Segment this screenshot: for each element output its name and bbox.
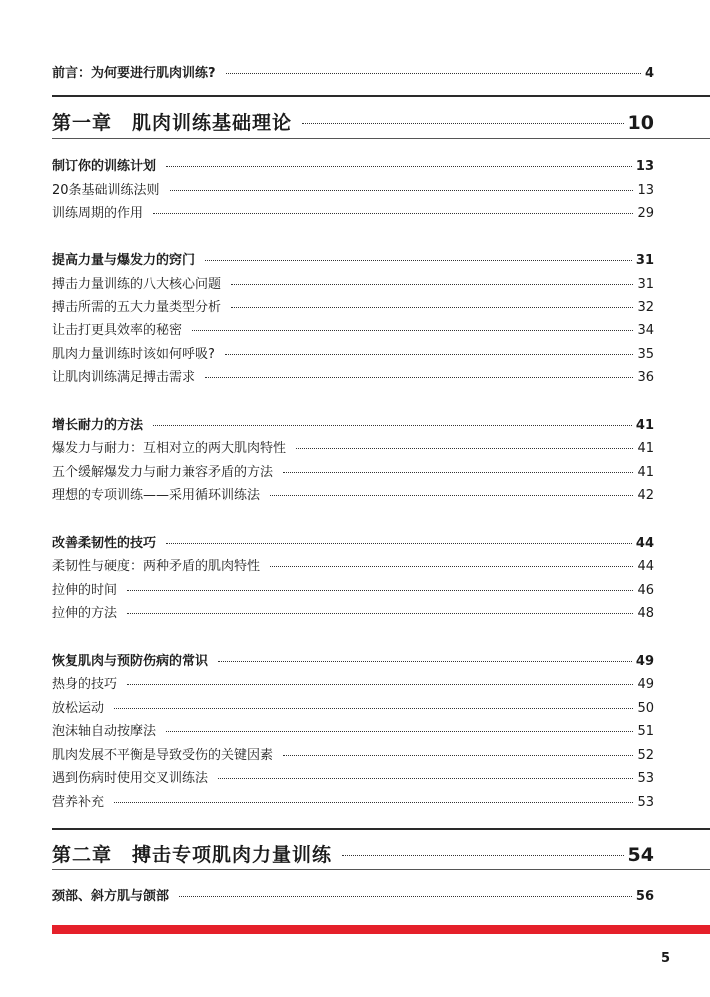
- dot-leader: [231, 307, 633, 308]
- item-title: 放松运动: [52, 701, 105, 716]
- section-page: 49: [635, 654, 654, 669]
- dot-leader: [225, 354, 634, 355]
- dot-leader: [114, 802, 633, 803]
- toc-section[interactable]: [52, 650, 654, 669]
- toc-item[interactable]: [52, 744, 654, 763]
- dot-leader: [127, 613, 633, 614]
- dot-leader: [166, 543, 632, 544]
- section-title: 提高力量与爆发力的窍门: [52, 253, 196, 268]
- dot-leader: [270, 495, 633, 496]
- toc-entry-page: 4: [644, 66, 654, 81]
- toc-item[interactable]: [52, 366, 654, 385]
- dot-leader: [166, 166, 632, 167]
- dot-leader: [179, 896, 632, 897]
- item-page: 41: [637, 465, 654, 480]
- section-title: 改善柔韧性的技巧: [52, 536, 157, 551]
- item-page: 41: [637, 441, 654, 456]
- dot-leader: [170, 190, 634, 191]
- item-title: 肌肉发展不平衡是导致受伤的关键因素: [52, 748, 274, 763]
- dot-leader: [153, 425, 632, 426]
- item-title: 让击打更具效率的秘密: [52, 323, 183, 338]
- toc-item[interactable]: [52, 343, 654, 362]
- section-page: 13: [635, 159, 654, 174]
- chapter-title: 第二章 搏击专项肌肉力量训练: [52, 844, 333, 866]
- toc-item[interactable]: [52, 484, 654, 503]
- item-page: 13: [637, 183, 654, 198]
- item-title: 营养补充: [52, 795, 105, 810]
- toc-item[interactable]: [52, 791, 654, 810]
- section-title: 增长耐力的方法: [52, 418, 144, 433]
- chapter-page: 54: [627, 844, 654, 866]
- dot-leader: [127, 684, 633, 685]
- section-page: 41: [635, 418, 654, 433]
- dot-leader: [302, 123, 624, 124]
- dot-leader: [296, 448, 633, 449]
- accent-bar: [52, 925, 710, 934]
- item-title: 爆发力与耐力：互相对立的两大肌肉特性: [52, 441, 287, 456]
- toc-item[interactable]: [52, 602, 654, 621]
- dot-leader: [226, 73, 641, 74]
- section-title: 颈部、斜方肌与颌部: [52, 889, 170, 904]
- item-page: 52: [637, 748, 654, 763]
- item-title: 搏击所需的五大力量类型分析: [52, 300, 222, 315]
- item-title: 搏击力量训练的八大核心问题: [52, 277, 222, 292]
- item-page: 48: [637, 606, 654, 621]
- item-page: 29: [637, 206, 654, 221]
- dot-leader: [218, 661, 632, 662]
- toc-preface[interactable]: [52, 62, 654, 81]
- toc-section[interactable]: [52, 885, 654, 904]
- toc-item[interactable]: [52, 437, 654, 456]
- item-page: 49: [637, 677, 654, 692]
- item-title: 遇到伤病时使用交叉训练法: [52, 771, 209, 786]
- toc-item[interactable]: [52, 555, 654, 574]
- dot-leader: [166, 731, 633, 732]
- dot-leader: [127, 590, 633, 591]
- toc-item[interactable]: [52, 461, 654, 480]
- dot-leader: [192, 330, 633, 331]
- toc-item[interactable]: [52, 673, 654, 692]
- dot-leader: [153, 213, 633, 214]
- item-page: 50: [637, 701, 654, 716]
- item-page: 31: [637, 277, 654, 292]
- toc-item[interactable]: [52, 273, 654, 292]
- item-page: 44: [637, 559, 654, 574]
- chapter-divider: [52, 828, 710, 830]
- item-title: 20条基础训练法则: [52, 183, 160, 198]
- toc-item[interactable]: [52, 319, 654, 338]
- item-title: 让肌肉训练满足搏击需求: [52, 370, 196, 385]
- toc-item[interactable]: [52, 202, 654, 221]
- item-page: 34: [637, 323, 654, 338]
- toc-item[interactable]: [52, 579, 654, 598]
- toc-chapter-1[interactable]: [52, 108, 654, 135]
- item-page: 53: [637, 795, 654, 810]
- chapter-underline: [52, 138, 710, 139]
- dot-leader: [270, 566, 633, 567]
- item-page: 46: [637, 583, 654, 598]
- item-title: 训练周期的作用: [52, 206, 144, 221]
- item-title: 理想的专项训练——采用循环训练法: [52, 488, 261, 503]
- dot-leader: [231, 284, 633, 285]
- dot-leader: [114, 708, 633, 709]
- dot-leader: [205, 377, 633, 378]
- item-title: 拉伸的方法: [52, 606, 118, 621]
- item-page: 36: [637, 370, 654, 385]
- dot-leader: [342, 855, 624, 856]
- dot-leader: [205, 260, 632, 261]
- section-page: 31: [635, 253, 654, 268]
- toc-item[interactable]: [52, 296, 654, 315]
- item-page: 53: [637, 771, 654, 786]
- item-title: 五个缓解爆发力与耐力兼容矛盾的方法: [52, 465, 274, 480]
- item-page: 42: [637, 488, 654, 503]
- chapter-page: 10: [627, 112, 654, 134]
- toc-item[interactable]: [52, 720, 654, 739]
- dot-leader: [283, 755, 633, 756]
- section-page: 56: [635, 889, 654, 904]
- dot-leader: [283, 472, 633, 473]
- item-title: 肌肉力量训练时该如何呼吸?: [52, 347, 215, 362]
- toc-section[interactable]: [52, 532, 654, 551]
- chapter-title: 第一章 肌肉训练基础理论: [52, 112, 293, 134]
- toc-section[interactable]: [52, 155, 654, 174]
- section-title: 制订你的训练计划: [52, 159, 157, 174]
- toc-entry-title: 前言：为何要进行肌肉训练?: [52, 66, 216, 81]
- toc-item[interactable]: [52, 697, 654, 716]
- item-page: 51: [637, 724, 654, 739]
- toc-section[interactable]: [52, 414, 654, 433]
- dot-leader: [218, 778, 633, 779]
- page-number: 5: [660, 951, 670, 966]
- section-title: 恢复肌肉与预防伤病的常识: [52, 654, 209, 669]
- chapter-underline: [52, 869, 710, 870]
- toc-chapter-2[interactable]: [52, 840, 654, 867]
- item-title: 热身的技巧: [52, 677, 118, 692]
- item-page: 35: [637, 347, 654, 362]
- toc-section[interactable]: [52, 249, 654, 268]
- section-page: 44: [635, 536, 654, 551]
- item-title: 柔韧性与硬度：两种矛盾的肌肉特性: [52, 559, 261, 574]
- toc-item[interactable]: [52, 767, 654, 786]
- toc-item[interactable]: [52, 179, 654, 198]
- item-page: 32: [637, 300, 654, 315]
- item-title: 拉伸的时间: [52, 583, 118, 598]
- item-title: 泡沫轴自动按摩法: [52, 724, 157, 739]
- chapter-divider: [52, 95, 710, 97]
